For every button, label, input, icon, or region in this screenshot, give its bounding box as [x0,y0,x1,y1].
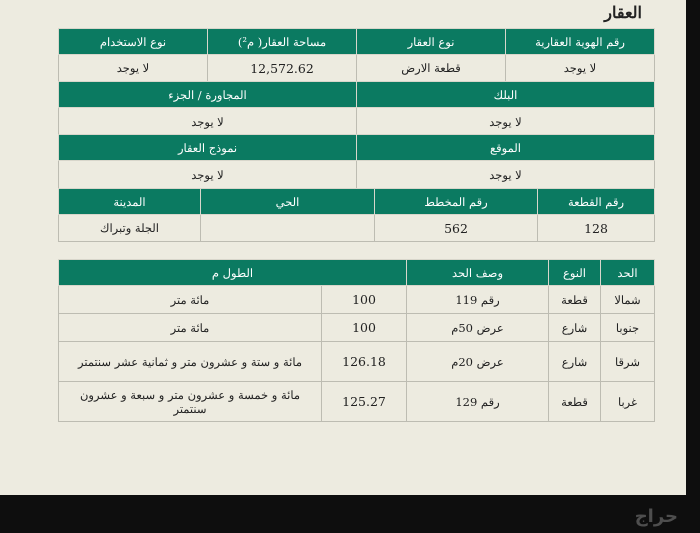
header-usage-type: نوع الاستخدام [59,29,208,55]
value-usage-type: لا يوجد [59,55,208,82]
value-property-area: 12,572.62 [208,55,357,82]
cell-side: غربا [601,382,655,422]
property-info-table [58,28,655,82]
header-property-type: نوع العقار [357,29,506,55]
table-row [59,314,655,342]
table-row [59,382,655,422]
header-block: البلك [357,82,655,108]
location-info-table [58,134,655,189]
cell-length-text: مائة متر [59,314,322,342]
value-property-model: لا يوجد [59,161,357,189]
value-block: لا يوجد [357,108,655,136]
cell-length-text: مائة و ستة و عشرون متر و ثمانية عشر سنتمتر [59,342,322,382]
cell-type: قطعة [549,382,601,422]
cell-side: جنوبا [601,314,655,342]
cell-description: عرض 50م [407,314,549,342]
header-property-model: نموذج العقار [59,135,357,161]
cell-description: رقم 119 [407,286,549,314]
cell-type: شارع [549,314,601,342]
cell-type: شارع [549,342,601,382]
value-city: الجلة وتبراك [59,215,201,242]
cell-side: شمالا [601,286,655,314]
cell-description: عرض 20م [407,342,549,382]
plot-info-table [58,188,655,242]
value-neighborhood-part: لا يوجد [59,108,357,136]
cell-length: 100 [322,314,407,342]
header-property-area: مساحة العقار( م²) [208,29,357,55]
header-location: الموقع [357,135,655,161]
value-plot-number: 128 [538,215,655,242]
header-plot-number: رقم القطعة [538,189,655,215]
header-city: المدينة [59,189,201,215]
block-info-table [58,81,655,136]
header-property-id: رقم الهوية العقارية [506,29,655,55]
cell-side: شرقا [601,342,655,382]
value-location: لا يوجد [357,161,655,189]
header-description: وصف الحد [407,260,549,286]
cell-length-text: مائة و خمسة و عشرون متر و سبعة و عشرون سنتمتر [59,382,322,422]
section-title: العقار [604,3,642,22]
cell-length: 125.27 [322,382,407,422]
header-side: الحد [601,260,655,286]
cell-type: قطعة [549,286,601,314]
header-plan-number: رقم المخطط [375,189,538,215]
value-property-type: قطعة الارض [357,55,506,82]
haraj-watermark: حراج [634,506,678,527]
header-length: الطول م [59,260,407,286]
table-row [59,286,655,314]
value-district [201,215,375,242]
boundaries-table [58,259,655,422]
cell-length-text: مائة متر [59,286,322,314]
header-neighborhood-part: المجاورة / الجزء [59,82,357,108]
cell-length: 126.18 [322,342,407,382]
cell-length: 100 [322,286,407,314]
header-district: الحي [201,189,375,215]
header-type: النوع [549,260,601,286]
cell-description: رقم 129 [407,382,549,422]
table-row [59,342,655,382]
value-plan-number: 562 [375,215,538,242]
value-property-id: لا يوجد [506,55,655,82]
